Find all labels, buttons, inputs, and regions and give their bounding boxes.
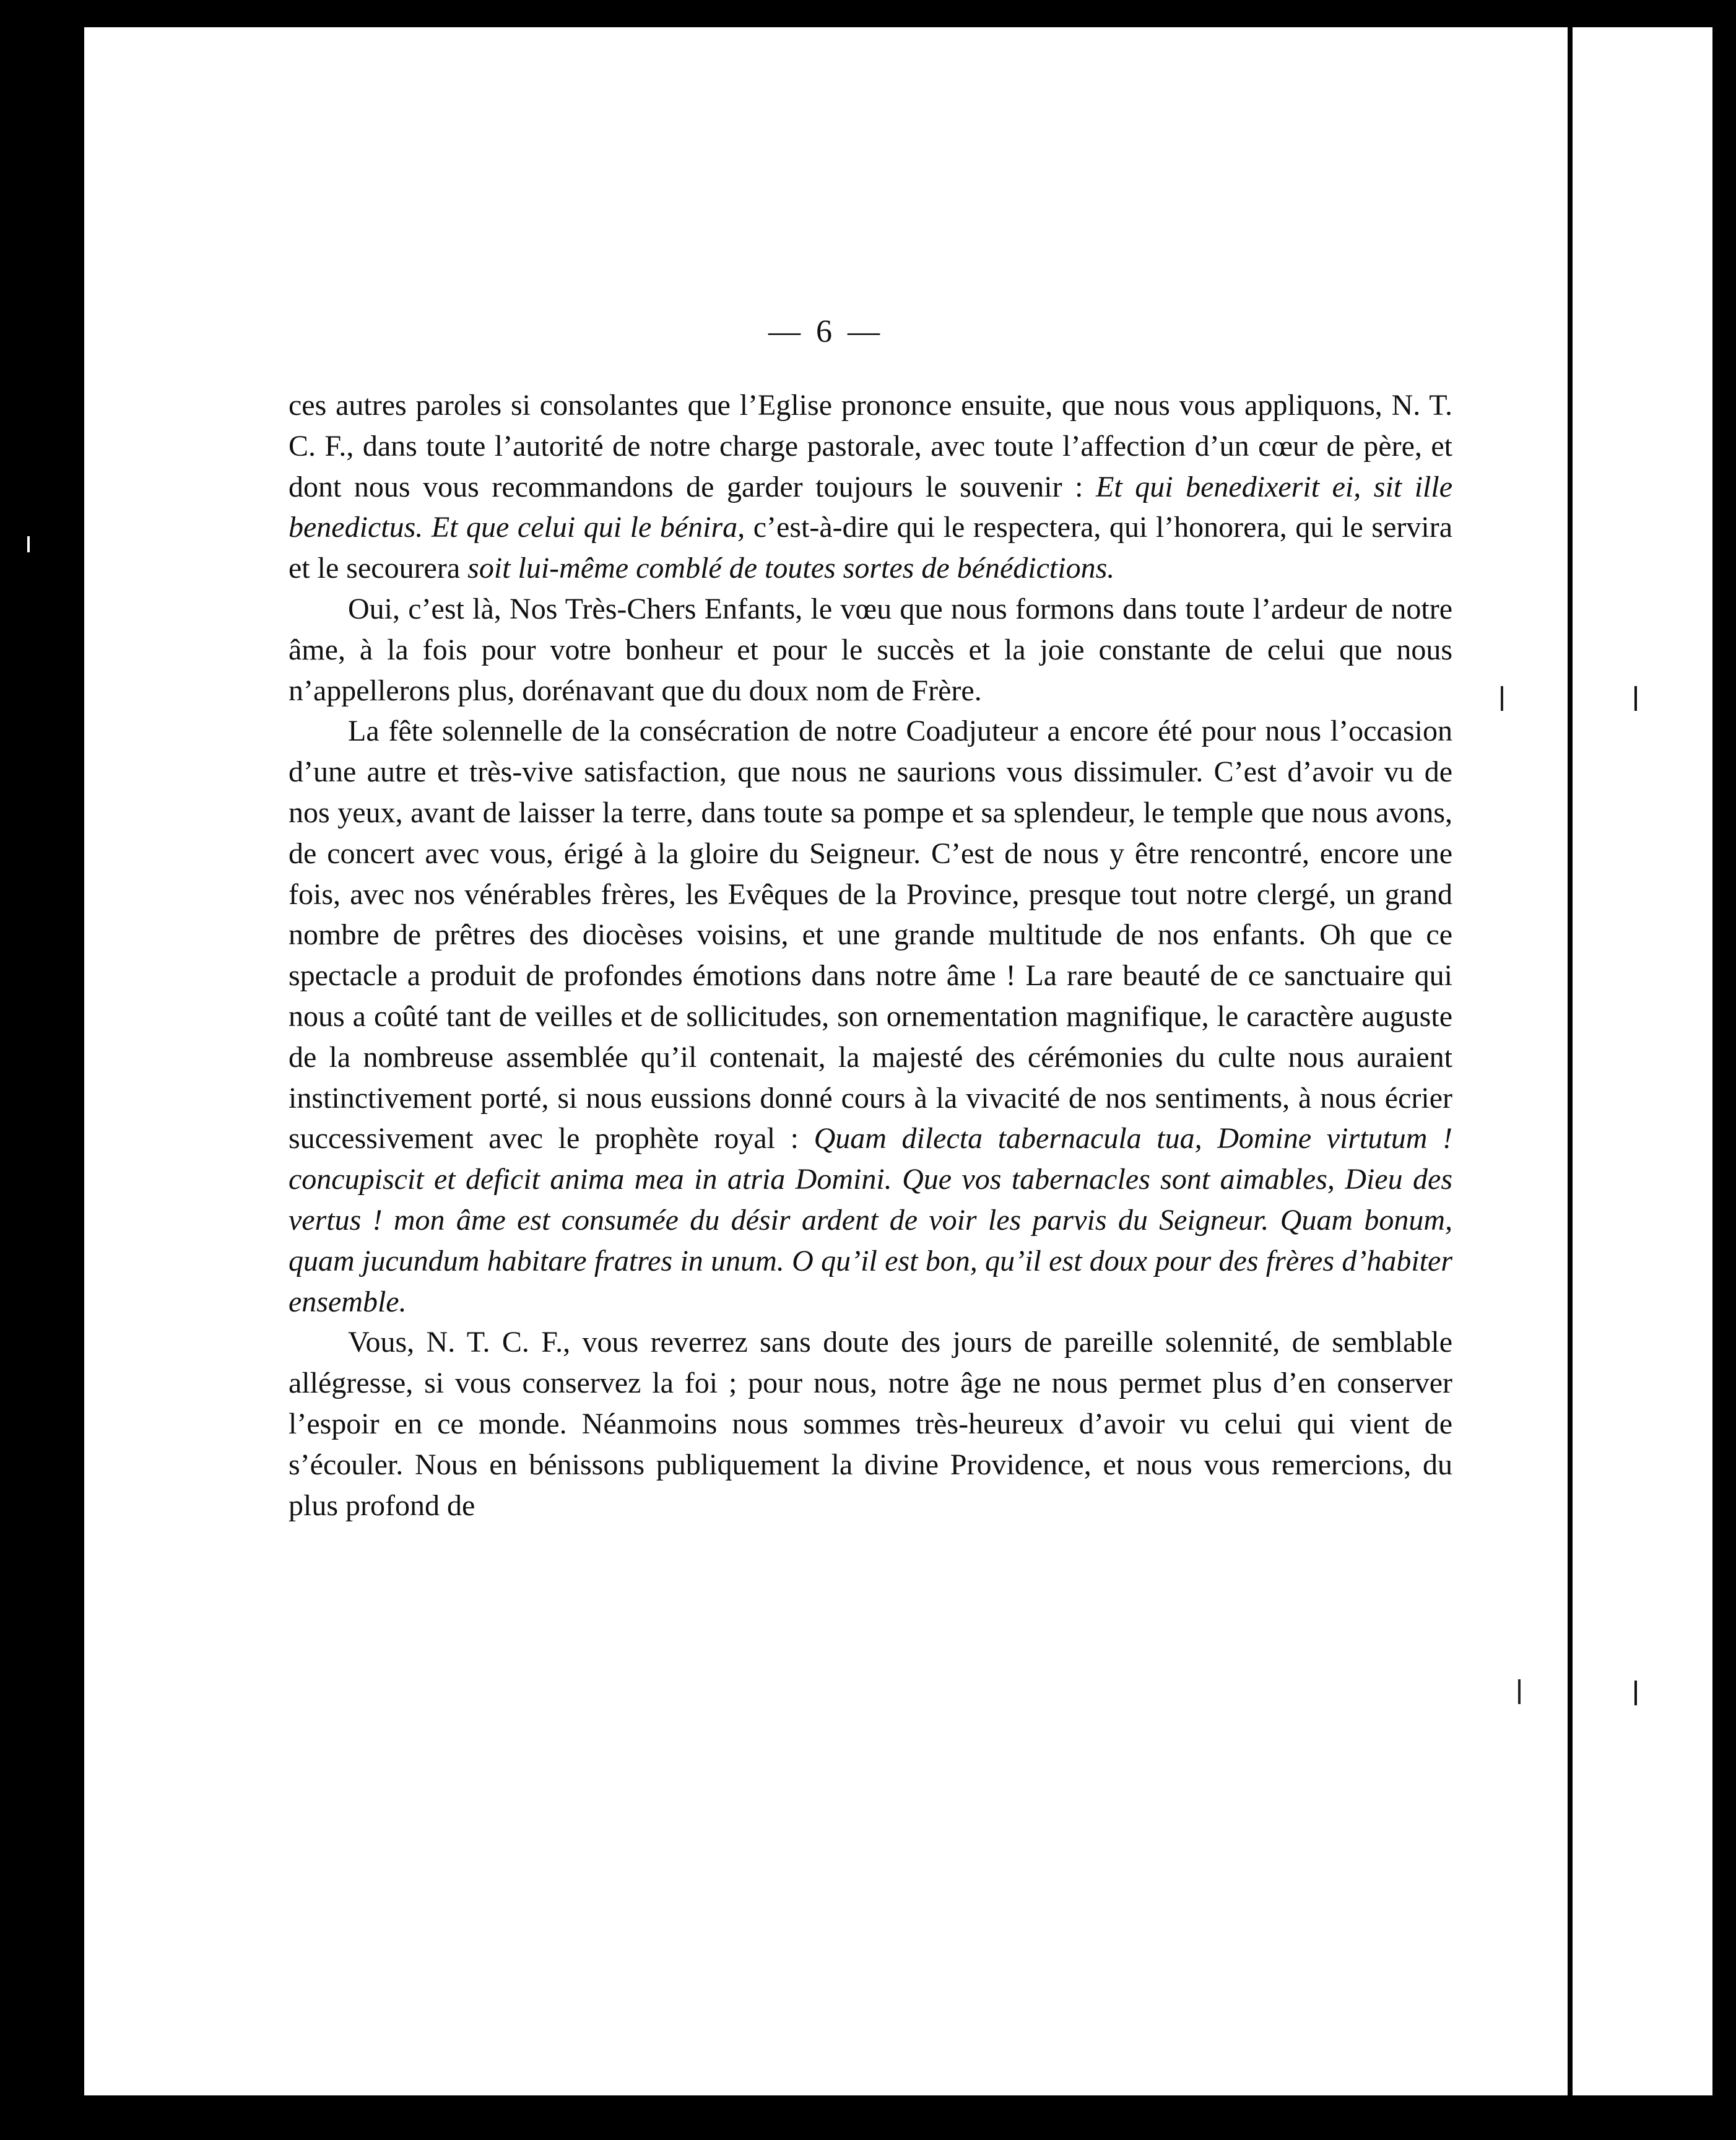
paragraph bbox=[289, 1322, 1452, 1526]
margin-tick bbox=[1518, 1679, 1521, 1704]
text-segment: ces autres paroles si consolantes que l’Eglise prononce ensuite, que nous vous appliquons, N. T. C. F., dans toute l’autorité de notre charge pastorale, avec toute l’affection d’un cœur de père, et dont nous vous recommandons de garder toujours le souvenir : bbox=[289, 389, 1452, 503]
margin-tick bbox=[27, 536, 30, 552]
text-segment: La fête solennelle de la consécration de notre Coadjuteur a encore été pour nous l’occasion d’une autre et très-vive satisfaction, que nous ne saurions vous dissimuler. C’est d’avoir vu de nos yeux, avant de laisser la terre, dans toute sa pompe et sa splendeur, le temple que nous avons, de concert avec vous, érigé à la gloire du Seigneur. C’est de nous y être rencontré, encore une fois, avec nos vénérables frères, les Evêques de la Province, presque tout notre clergé, un grand nombre de prêtres des diocèses voisins, et une grande multitude de nos enfants. Oh que ce spectacle a produit de profondes émotions dans notre âme ! La rare beauté de ce sanctuaire qui nous a coûté tant de veilles et de sollicitudes, son ornementation magnifique, le caractère auguste de la nombreuse assemblée qu’il contenait, la majesté des cérémonies du culte nous auraient instinctivement porté, si nous eussions donné cours à la vivacité de nos sentiments, à nous écrier successivement avec le prophète royal : bbox=[289, 715, 1452, 1155]
italic-text-segment: soit lui-même comblé de toutes sortes de bénédictions. bbox=[467, 552, 1115, 585]
italic-text-segment: Quam dilecta tabernacula tua, Domine virtutum ! concupiscit et deficit anima mea in atria Domini. Que vos tabernacles sont aimables, Dieu des vertus ! mon âme est consumée du désir ardent de voir les parvis du Seigneur. Quam bonum, quam jucundum habitare fratres in unum. O qu’il est bon, qu’il est doux pour des frères d’habiter ensemble. bbox=[289, 1122, 1452, 1318]
paragraph bbox=[289, 711, 1452, 1322]
paragraph bbox=[289, 385, 1452, 589]
text-segment: Oui, c’est là, Nos Très-Chers Enfants, le vœu que nous formons dans toute l’ardeur de notre âme, à la fois pour votre bonheur et pour le succès et la joie constante de celui que nous n’appellerons plus, dorénavant que du doux nom de Frère. bbox=[289, 592, 1452, 707]
adjacent-page-edge bbox=[1573, 27, 1712, 2095]
edge-tick bbox=[1634, 686, 1637, 711]
text-segment: Vous, N. T. C. F., vous reverrez sans doute des jours de pareille solennité, de semblable allégresse, si vous conservez la foi ; pour nous, notre âge ne nous permet plus d’en conserver l’espoir en ce monde. Néanmoins nous sommes très-heureux d’avoir vu celui qui vient de s’écouler. Nous en bénissons publiquement la divine Providence, et nous vous remercions, du plus profond de bbox=[289, 1326, 1452, 1522]
margin-tick bbox=[1501, 686, 1503, 711]
text-segment: c’est-à-dire qui le respectera, qui l’honorera, qui le servira et le secourera bbox=[289, 511, 1453, 585]
page-number: — 6 — bbox=[768, 314, 883, 349]
scanned-page bbox=[84, 27, 1568, 2095]
body-text bbox=[289, 385, 1452, 1526]
edge-tick bbox=[1634, 1681, 1637, 1705]
paragraph bbox=[289, 589, 1452, 711]
italic-text-segment: Et qui benedixerit ei, sit ille benedictus. Et que celui qui le bénira, bbox=[289, 470, 1453, 544]
